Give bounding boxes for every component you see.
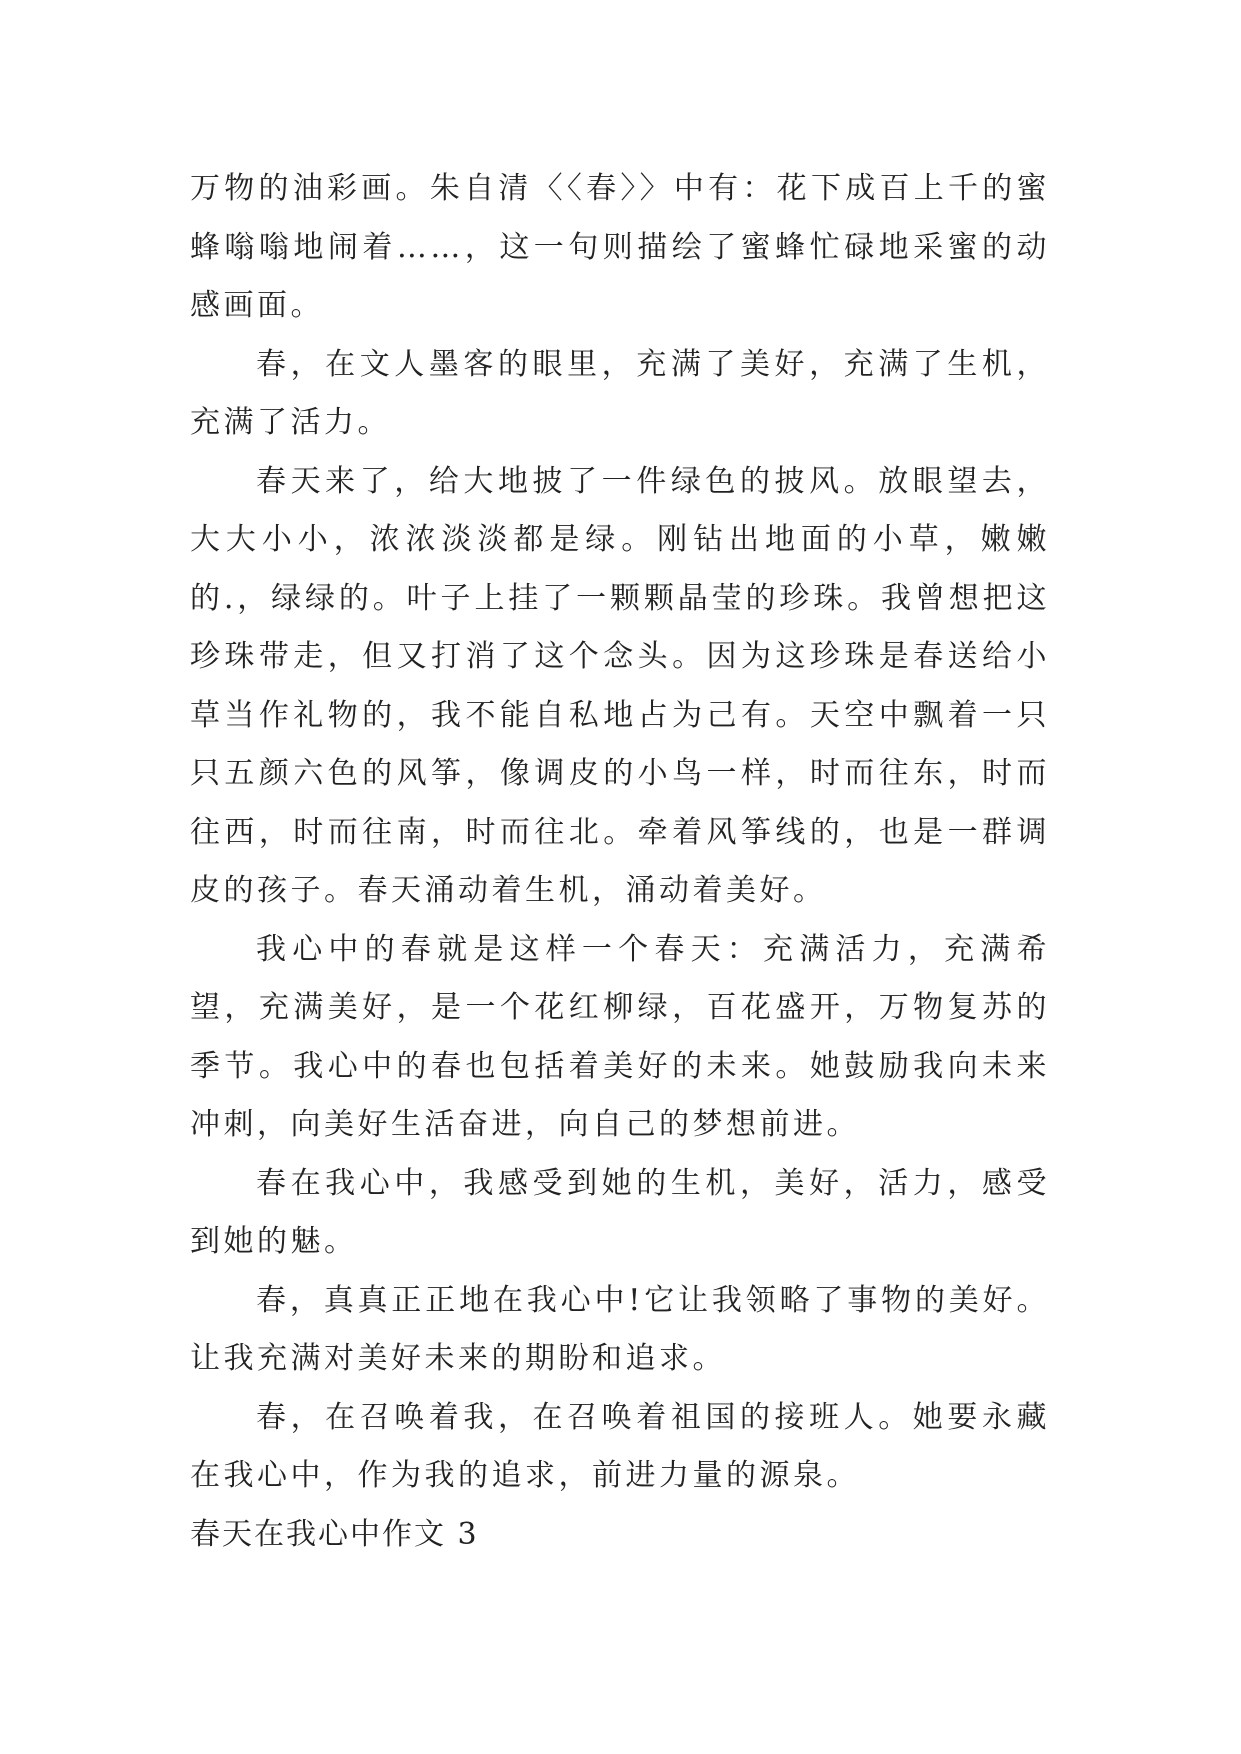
document-body [190,160,1050,1564]
paragraph: 我心中的春就是这样一个春天：充满活力，充满希望，充满美好，是一个花红柳绿，百花盛开，万物复苏的季节。我心中的春也包括着美好的未来。她鼓励我向未来冲刺，向美好生活奋进，向自己的梦想前进。 [190,931,1050,1142]
section-heading: 春天在我心中作文 3 [190,1516,479,1552]
paragraph: 春在我心中，我感受到她的生机，美好，活力，感受到她的魅。 [190,1165,1050,1259]
paragraph-continued: 万物的油彩画。朱自清〈〈春〉〉中有：花下成百上千的蜜蜂嗡嗡地闹着……，这一句则描绘了蜜蜂忙碌地采蜜的动感画面。 [190,171,1050,323]
paragraph: 春，在文人墨客的眼里，充满了美好，充满了生机，充满了活力。 [190,346,1050,440]
paragraph: 春，真真正正地在我心中!它让我领略了事物的美好。让我充满对美好未来的期盼和追求。 [190,1282,1050,1376]
paragraph: 春天来了，给大地披了一件绿色的披风。放眼望去，大大小小，浓浓淡淡都是绿。刚钻出地面的小草，嫩嫩的.，绿绿的。叶子上挂了一颗颗晶莹的珍珠。我曾想把这珍珠带走，但又打消了这个念头。因为这珍珠是春送给小草当作礼物的，我不能自私地占为己有。天空中飘着一只只五颜六色的风筝，像调皮的小鸟一样，时而往东，时而往西，时而往南，时而往北。牵着风筝线的，也是一群调皮的孩子。春天涌动着生机，涌动着美好。 [190,463,1050,908]
paragraph: 春，在召唤着我，在召唤着祖国的接班人。她要永藏在我心中，作为我的追求，前进力量的源泉。 [190,1399,1050,1493]
